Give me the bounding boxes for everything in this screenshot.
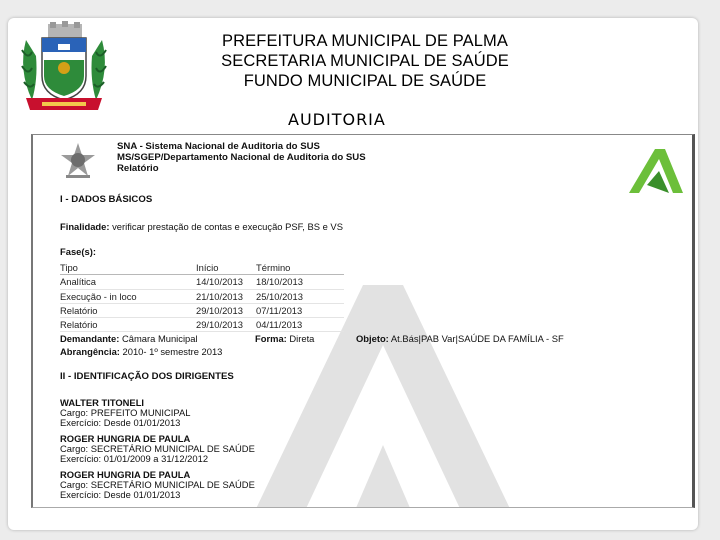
section-1-heading: I - DADOS BÁSICOS <box>60 194 153 205</box>
title-line-3: FUNDO MUNICIPAL DE SAÚDE <box>243 72 487 90</box>
phases-table <box>60 261 344 332</box>
dirigente-exercicio: Exercício: Desde 01/01/2013 <box>60 417 181 428</box>
brazil-republic-emblem-icon <box>53 141 103 181</box>
title-block <box>150 31 580 91</box>
demandante-row <box>60 333 198 344</box>
demandante-value: Câmara Municipal <box>122 333 198 344</box>
org-line-3: Relatório <box>117 163 159 174</box>
demandante-label: Demandante: <box>60 333 120 344</box>
objeto-row <box>356 333 564 344</box>
phase-inicio: 14/10/2013 <box>196 275 256 289</box>
dirigente-name: WALTER TITONELI <box>60 397 145 408</box>
phase-tipo: Relatório <box>60 318 196 332</box>
table-row <box>60 275 344 289</box>
phase-header-tipo: Tipo <box>60 261 196 275</box>
objeto-label: Objeto: <box>356 333 389 344</box>
finalidade-value: verificar prestação de contas e execução PSF, BS e VS <box>112 221 343 232</box>
phase-termino: 18/10/2013 <box>256 275 344 289</box>
dirigente-cargo: Cargo: SECRETÁRIO MUNICIPAL DE SAÚDE <box>60 479 255 490</box>
phase-inicio: 29/10/2013 <box>196 303 256 317</box>
phase-termino: 07/11/2013 <box>256 303 344 317</box>
abrangencia-label: Abrangência: <box>60 346 120 357</box>
dirigente-exercicio: Exercício: 01/01/2009 a 31/12/2012 <box>60 453 209 464</box>
phase-termino: 04/11/2013 <box>256 318 344 332</box>
fases-label: Fase(s): <box>60 246 96 257</box>
finalidade-label: Finalidade: <box>60 221 110 232</box>
title-line-1: PREFEITURA MUNICIPAL DE PALMA <box>222 32 508 50</box>
dirigente-name: ROGER HUNGRIA DE PAULA <box>60 433 191 444</box>
dirigente-exercicio: Exercício: Desde 01/01/2013 <box>60 489 181 500</box>
table-row <box>60 318 344 332</box>
org-line-2: MS/SGEP/Departamento Nacional de Auditoria do SUS <box>117 152 366 163</box>
phase-inicio: 29/10/2013 <box>196 318 256 332</box>
forma-value: Direta <box>289 333 315 344</box>
phase-tipo: Analítica <box>60 275 196 289</box>
table-row <box>60 289 344 303</box>
abrangencia-row <box>60 346 222 357</box>
dirigente-cargo: Cargo: PREFEITO MUNICIPAL <box>60 407 191 418</box>
phase-termino: 25/10/2013 <box>256 289 344 303</box>
title-line-2: SECRETARIA MUNICIPAL DE SAÚDE <box>221 52 509 70</box>
phase-header-inicio: Início <box>196 261 256 275</box>
dirigente-cargo: Cargo: SECRETÁRIO MUNICIPAL DE SAÚDE <box>60 443 255 454</box>
objeto-value: At.Bás|PAB Var|SAÚDE DA FAMÍLIA - SF <box>390 333 564 344</box>
forma-row <box>255 333 314 344</box>
palma-coat-of-arms-icon <box>12 20 116 114</box>
phase-inicio: 21/10/2013 <box>196 289 256 303</box>
dirigente-name: ROGER HUNGRIA DE PAULA <box>60 469 191 480</box>
phase-header-termino: Término <box>256 261 344 275</box>
org-line-1: SNA - Sistema Nacional de Auditoria do SUS <box>117 141 320 152</box>
abrangencia-value: 2010- 1º semestre 2013 <box>122 346 223 357</box>
section-2-heading: II - IDENTIFICAÇÃO DOS DIRIGENTES <box>60 371 234 382</box>
report-excerpt <box>31 134 695 508</box>
section-title: AUDITORIA <box>288 110 386 129</box>
phase-tipo: Relatório <box>60 303 196 317</box>
finalidade-row <box>60 221 343 232</box>
table-row <box>60 303 344 317</box>
phase-tipo: Execução - in loco <box>60 289 196 303</box>
sna-logo-icon <box>619 145 691 195</box>
forma-label: Forma: <box>255 333 287 344</box>
